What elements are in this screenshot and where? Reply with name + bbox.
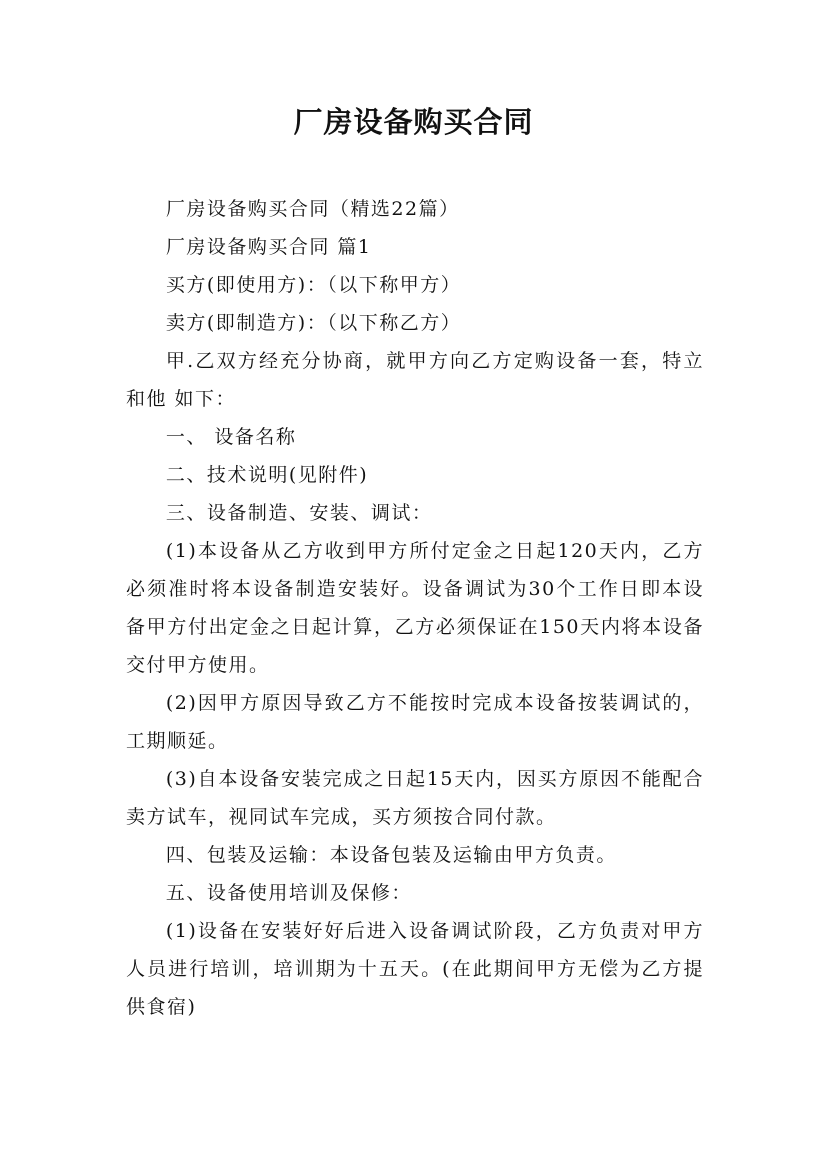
paragraph-agreement: 甲.乙双方经充分协商，就甲方向乙方定购设备一套，特立和他 如下： bbox=[126, 350, 704, 410]
paragraph-buyer: 买方(即使用方)：（以下称甲方） bbox=[165, 274, 462, 296]
paragraph-clause-3-item-2: (2)因甲方原因导致乙方不能按时完成本设备按装调试的，工期顺延。 bbox=[126, 692, 704, 752]
paragraph-clause-3-item-3: (3)自本设备安装完成之日起15天内，因买方原因不能配合卖方试车，视同试车完成，买方须按合同付款。 bbox=[126, 768, 704, 828]
paragraph-subtitle: 厂房设备购买合同（精选22篇） bbox=[165, 198, 460, 220]
paragraph-section-heading: 厂房设备购买合同 篇1 bbox=[165, 236, 372, 258]
paragraph-clause-5-item-1: (1)设备在安装好好后进入设备调试阶段，乙方负责对甲方人员进行培训，培训期为十五天。(在此期间甲方无偿为乙方提供食宿) bbox=[126, 920, 704, 1018]
paragraph-clause-3-item-1: (1)本设备从乙方收到甲方所付定金之日起120天内，乙方必须准时将本设备制造安装好。设备调试为30个工作日即本设备甲方付出定金之日起计算，乙方必须保证在150天内将本设备交付甲方使用。 bbox=[126, 540, 704, 676]
paragraph-clause-2: 二、技术说明(见附件) bbox=[165, 464, 369, 486]
document-title: 厂房设备购买合同 bbox=[293, 105, 534, 139]
document-body bbox=[126, 190, 704, 1026]
paragraph-clause-3: 三、设备制造、安装、调试： bbox=[165, 502, 433, 524]
paragraph-clause-5: 五、设备使用培训及保修： bbox=[165, 882, 412, 904]
paragraph-clause-1: 一、 设备名称 bbox=[165, 426, 297, 448]
paragraph-seller: 卖方(即制造方)：（以下称乙方） bbox=[165, 312, 462, 334]
paragraph-clause-4: 四、包装及运输：本设备包装及运输由甲方负责。 bbox=[165, 844, 617, 866]
